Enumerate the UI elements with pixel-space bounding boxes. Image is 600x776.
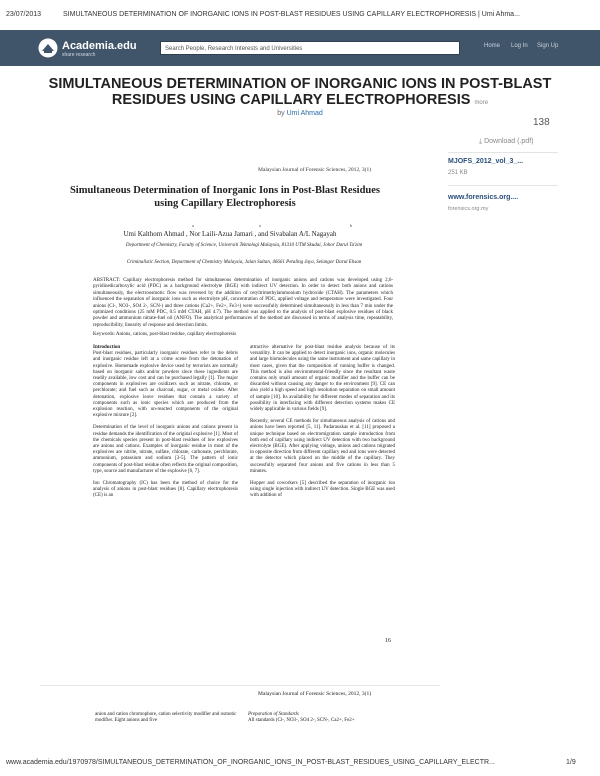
nav-home-link[interactable]: Home — [484, 43, 501, 49]
attachment-file-size: 251 KB — [448, 170, 468, 176]
academia-logo-icon — [38, 38, 58, 58]
paragraph: Ion Chromatography (IC) has been the method of choice for the analysis of anions in post-blast residues [8]. Capillary electrophoresis (CE) is an — [93, 481, 238, 499]
external-link-domain: forensics.org.my — [448, 206, 489, 212]
print-date: 23/07/2013 — [6, 11, 42, 18]
search-input[interactable]: Search People, Research Interests and Universities — [160, 41, 460, 55]
title-more-link[interactable]: more — [474, 100, 489, 106]
page2-right-text — [248, 712, 398, 724]
attachment-file-link[interactable]: MJOFS_2012_vol_3_... — [448, 158, 524, 165]
logo-name: Academia.edu — [62, 40, 137, 52]
journal-reference: Malaysian Journal of Forensic Sciences, 2012, 3(1) — [258, 167, 372, 173]
paragraph: Post-blast residues, particularly inorganic residues refer to the debris and inorganic residue left at a crime scene from the detonation of explosive. Homemade explosive device used by terrorists are normally based on inorganic salts and/or powders since these ingredients are readily available, low cost and can be purchased legally [1]. The major components in explosives are oxidizers such as nitrate, chlorate, or perchlorate; and fuel such as charcoal, sugar, or metal oxides. After detonation, explosive leave residues that contain a variety of components such as ionic species which are produced from the explosion reaction, with un-reacted components of the original explosive mixture [2]. — [93, 351, 238, 419]
page-number: 16 — [385, 638, 391, 644]
sidebar-divider — [448, 185, 558, 186]
right-column — [250, 345, 395, 506]
print-title: SIMULTANEOUS DETERMINATION OF INORGANIC IONS IN POST-BLAST RESIDUES USING CAPILLARY ELECTROPHORESIS | Umi Ahma... — [63, 11, 520, 18]
author-superscript: a — [192, 223, 194, 228]
journal-reference-page2: Malaysian Journal of Forensic Sciences, 2012, 3(1) — [258, 691, 372, 697]
author-link[interactable]: Umi Ahmad — [286, 110, 323, 117]
byline — [0, 110, 600, 117]
paragraph: Recently, several CE methods for simultaneous analysis of cations and anions have been reported [5, 11]. Padarauskas et al. [11] proposed a unique technique based on electromigration sample introduction from both end of capillary using indirect UV detection with two background electrolyte (BGE). After applying voltage, anions and cations migrated in opposite direction from different capillary end and ions were detected at the detector which placed on the middle of the capillary. They successfully separated four anions and five cations in less than 5 minutes. — [250, 419, 395, 474]
paragraph: attractive alternative for post-blast residue analysis because of its versatility. It can be applied to detect inorganic ions, organic molecules and large biomolecules using the same instrument and same capillary in most cases, given that the composition of running buffer is changed. This method is also environmental-friendly since the resultant waste contains only small amount of organic modifier and the buffer can be discarded without causing any danger to the environment [9]. CE can also yield a high speed and high resolution separation on small amount of sample [10]. Its availability for different modes of separation and its possibility in interfacing with different detection systems makes CE widely applicable in various fields [9]. — [250, 345, 395, 413]
nav-login-link[interactable]: Log In — [511, 43, 528, 49]
print-footer — [0, 752, 600, 776]
affiliation-b: Criminalistic Section, Department of Chemistry Malaysia, Jalan Sultan, 46661 Petaling Jaya, Selangor Darul Ehsan — [126, 260, 362, 265]
paragraph: Hopper and coworkers [5] described the separation of inorganic ion using single injection with indirect UV detection. Single BGE was used with addition of — [250, 481, 395, 499]
document-title-text: SIMULTANEOUS DETERMINATION OF INORGANIC IONS IN POST-BLAST RESIDUES USING CAPILLARY ELECTROPHORESIS — [48, 76, 552, 108]
author-superscript: a — [259, 223, 261, 228]
document-title — [30, 76, 570, 111]
download-icon: ⤓ — [479, 138, 483, 145]
print-page-number: 1/9 — [566, 759, 576, 766]
page-separator — [40, 685, 440, 686]
nav-signup-link[interactable]: Sign Up — [537, 43, 559, 49]
page2-paragraph: All standards (Cl-, NO3-, SO4 2-, SCN-, Ca2+, Fe2+ — [248, 718, 355, 724]
external-link[interactable]: www.forensics.org.... — [448, 194, 519, 201]
paragraph: Determination of the level of inorganic anions and cations present in residue demands the identification of the original explosive [1]. Most of the chemicals species present in post-blast residues of low explosives are anions and cations. Examples of inorganic residue in most of the explosives are nitrite, nitrate, sulfate, chlorate, carbonate, perchlorate, ammonium, potassium and sodium [3-5]. The pattern of ionic components of post-blast residue often reflects the original composition, type, source and manufacturer of the explosive [6, 7]. — [93, 425, 238, 474]
academia-logo[interactable] — [38, 38, 158, 60]
paper-title: Simultaneous Determination of Inorganic Ions in Post-Blast Residues using Capillary Electrophoresis — [69, 185, 381, 209]
keywords: Keywords: Anions, cations, post-blast residue, capillary electrophoresis — [93, 332, 237, 337]
left-column — [93, 345, 238, 506]
print-header — [0, 0, 600, 30]
download-label: Download (.pdf) — [484, 138, 534, 145]
page2-left-text: anion and cation chromophore, cation selectivity modifier and osmotic modifier. Eight anions and five — [95, 712, 237, 724]
abstract: ABSTRACT: Capillary electrophoresis method for simultaneous determination of inorganic anions and cations was developed using 2,6-pyridinedicarboxylic acid (PDC) as a background electrolyte (BGE) with indirect UV detection. In order to detect both anions and cations simultaneously, the electroosmotic flow was reversed by the addition of cetyltrimethylammonium hydroxide (CTAH). The parameters which influenced the separation of inorganic ions such as electrolyte pH, concentration of PDC, applied voltage and temperature were investigated. Four anions (Cl-, NO3-, SO4 2-, SCN-) and three cations (Ca2+, Fe2+, Fe3+) were successfully determined simultaneously in less than 7 min under the optimized conditions (25 mM PDC, 0.5 mM CTAH, pH 4.7). The method was applied to the analysis of post-blast explosive residues of black powder and ammonium nitrate-fuel oil (ANFO). The analytical performances of the method are discussed in terms of analysis time, repeatability, reproducibility, linearity of response and detection limits. — [93, 278, 393, 328]
page2-section-heading: Preparation of Standards — [248, 712, 299, 717]
by-label: by — [277, 110, 285, 117]
download-pdf-link[interactable] — [479, 138, 533, 146]
paper-authors: Umi Kalthom Ahmad , Nor Laili-Azua Jamari , and Sivabalan A/L Nagayah — [123, 230, 337, 238]
affiliation-a: Department of Chemistry, Faculty of Science, Universiti Teknologi Malaysia, 81310 UTM Skudai, Johor Darul Ta'zim — [125, 243, 363, 248]
top-navigation-bar — [0, 30, 600, 66]
author-superscript: b — [350, 223, 352, 228]
section-heading: Introduction — [93, 345, 121, 350]
logo-tagline: share research — [62, 52, 96, 58]
sidebar-divider — [448, 152, 558, 153]
page-count: 138 — [533, 117, 550, 128]
print-url: www.academia.edu/1970978/SIMULTANEOUS_DETERMINATION_OF_INORGANIC_IONS_IN_POST-BLAST_RESIDUES_USING_CAPILLARY_ELECTR... — [6, 759, 495, 766]
